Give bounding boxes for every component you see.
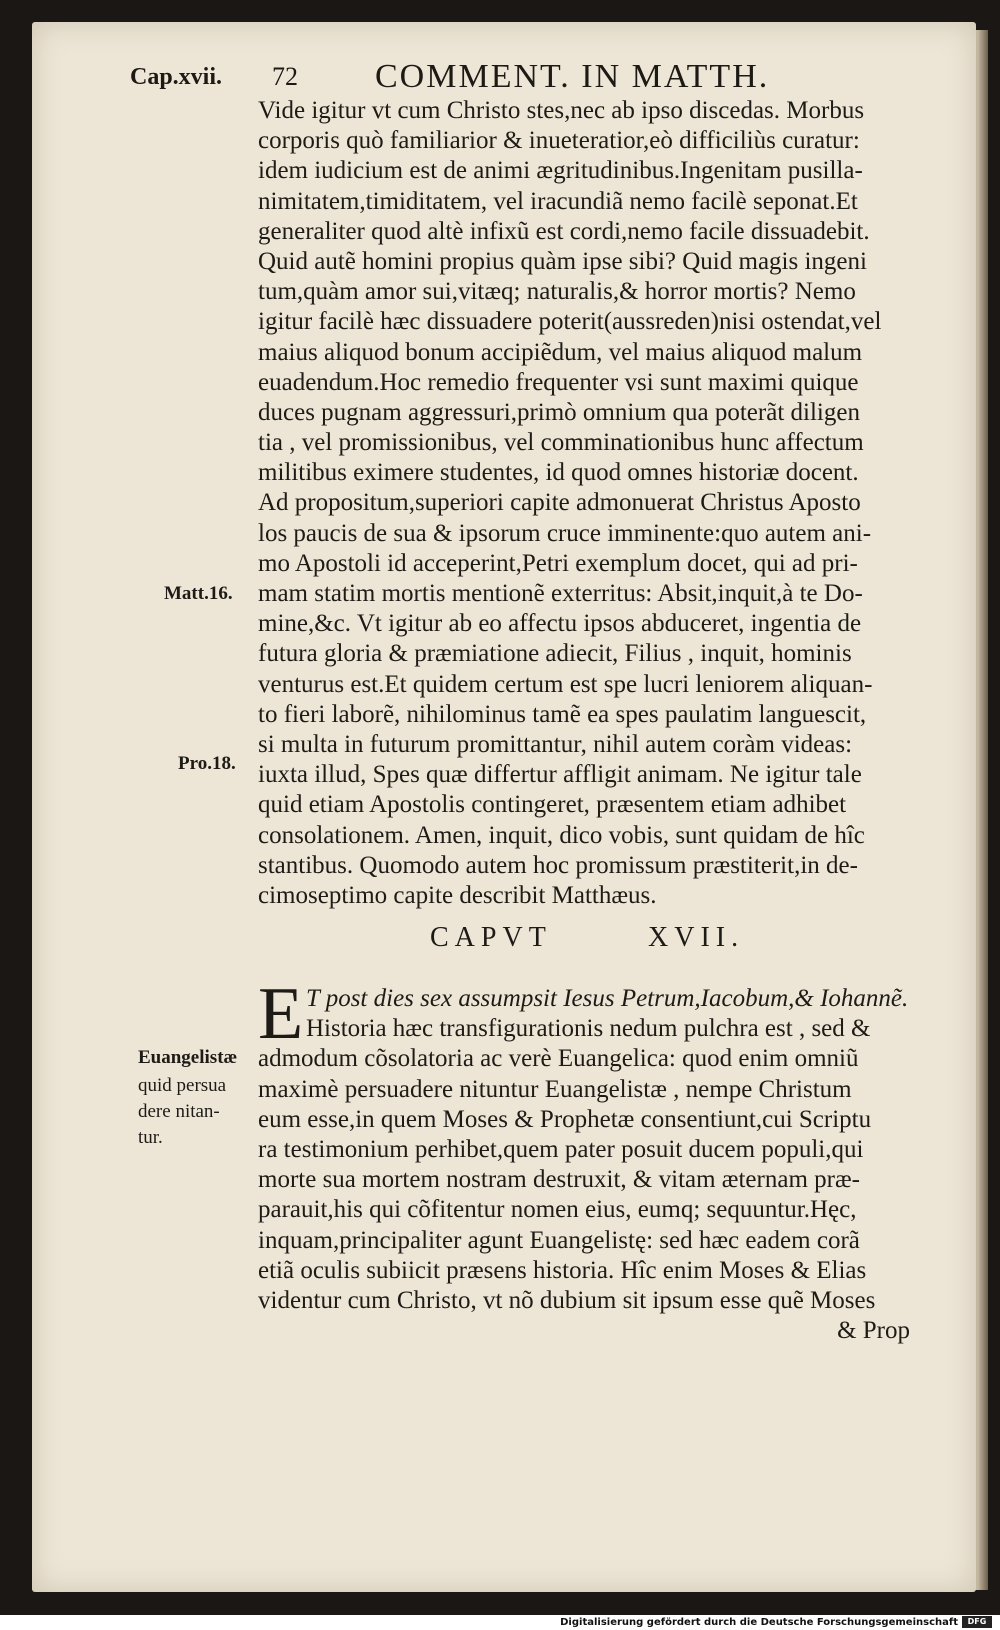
running-title: COMMENT. IN MATTH. bbox=[375, 58, 770, 95]
text-line: venturus est.Et quidem certum est spe lucri leniorem aliquan- bbox=[258, 670, 873, 698]
text-line: generaliter quod altè infixũ est cordi,nemo facile dissuadebit. bbox=[258, 217, 870, 245]
text-line: admodum cõsolatoria ac verè Euangelica: quod enim omniũ bbox=[258, 1045, 859, 1073]
text-line: etiã oculis subiicit præsens historia. Hîc enim Moses & Elias bbox=[258, 1256, 867, 1284]
text-line: mam statim mortis mentionẽ exterritus: Absit,inquit,à te Do- bbox=[258, 580, 863, 607]
text-line: consolationem. Amen, inquit, dico vobis, sunt quidam de hîc bbox=[258, 821, 865, 849]
chapter-heading bbox=[430, 922, 830, 962]
text-line: igitur facilè hæc dissuadere poterit(aussreden)nisi ostendat,vel bbox=[258, 308, 882, 336]
chapter-reference: Cap.xvii. bbox=[130, 64, 223, 90]
page-number: 72 bbox=[272, 62, 298, 91]
text-line: videntur cum Christo, vt nõ dubium sit ipsum esse quẽ Moses bbox=[258, 1286, 876, 1314]
funding-credit: Digitalisierung gefördert durch die Deutsche Forschungsgemeinschaft bbox=[560, 1617, 958, 1628]
text-line: maximè persuadere nituntur Euangelistæ , nempe Christum bbox=[258, 1075, 852, 1103]
text-line: Historia hæc transfigurationis nedum pulchra est , sed & bbox=[306, 1015, 871, 1043]
text-line: stantibus. Quomodo autem hoc promissum præstiterit,in de- bbox=[258, 851, 858, 879]
text-line: militibus eximere studentes, id quod omnes historiæ docent. bbox=[258, 459, 859, 487]
text-line: T post dies sex assumpsit Iesus Petrum,Iacobum,& Iohannẽ. bbox=[306, 985, 909, 1012]
text-line: si multa in futurum promittantur, nihil autem coràm videas: bbox=[258, 730, 853, 758]
margin-note-evangelists-2: quid persua bbox=[138, 1075, 227, 1096]
dfg-logo: DFG bbox=[962, 1616, 992, 1628]
text-line: maius aliquod bonum accipiẽdum, vel maius aliquod malum bbox=[258, 338, 863, 366]
margin-note-evangelists-4: tur. bbox=[138, 1127, 163, 1148]
text-line: ra testimonium perhibet,quem pater posuit ducem populi,qui bbox=[258, 1135, 864, 1163]
chapter-text bbox=[258, 973, 948, 1346]
text-line: Vide igitur vt cum Christo stes,nec ab ipso discedas. Morbus bbox=[258, 97, 865, 124]
text-line: Ad propositum,superiori capite admonuerat Christus Aposto bbox=[258, 489, 861, 517]
text-line: parauit,his qui cõfitentur nomen eius, eumq; sequuntur.Hęc, bbox=[258, 1196, 857, 1224]
text-line: to fieri laborẽ, nihilominus tamẽ ea spes paulatim languescit, bbox=[258, 700, 867, 728]
text-line: tia , vel promissionibus, vel comminationibus hunc affectum bbox=[258, 429, 864, 457]
text-line: iuxta illud, Spes quæ differtur affligit animam. Ne igitur tale bbox=[258, 761, 862, 789]
text-line: inquam,principaliter agunt Euangelistę: sed hæc eadem corã bbox=[258, 1226, 860, 1254]
text-line: eum esse,in quem Moses & Prophetæ consentiunt,cui Scriptu bbox=[258, 1105, 872, 1133]
text-line: nimitatem,timiditatem, vel iracundiã nemo facilè seponat.Et bbox=[258, 187, 858, 215]
margin-note-matthew: Matt.16. bbox=[164, 583, 233, 604]
text-line: cimoseptimo capite describit Matthæus. bbox=[258, 881, 657, 909]
text-line: mine,&c. Vt igitur ab eo affectu ipsos abduceret, ingentia de bbox=[258, 610, 862, 638]
margin-note-evangelists-1: Euangelistæ bbox=[138, 1047, 238, 1068]
text-line: morte sua mortem nostram destruxit, & vitam æternam præ- bbox=[258, 1166, 860, 1194]
running-head bbox=[130, 58, 930, 98]
text-line: euadendum.Hoc remedio frequenter vsi sunt maximi quique bbox=[258, 368, 859, 396]
text-line: los paucis de sua & ipsorum cruce imminente:quo autem ani- bbox=[258, 519, 872, 547]
commentary-text bbox=[258, 96, 948, 911]
text-line: Quid autẽ homini propius quàm ipse sibi? Quid magis ingeni bbox=[258, 247, 867, 275]
chapter-heading-word: CAPVT bbox=[430, 922, 552, 953]
text-line: mo Apostoli id acceperint,Petri exemplum docet, qui ad pri- bbox=[258, 549, 858, 577]
catchword: & Prop bbox=[837, 1317, 910, 1345]
text-line: duces pugnam aggressuri,primò omnium qua poterãt diligen bbox=[258, 398, 860, 426]
text-line: corporis quò familiarior & inueteratior,eò difficiliùs curatur: bbox=[258, 127, 860, 155]
margin-note-proverbs: Pro.18. bbox=[178, 753, 236, 774]
text-line: tum,quàm amor sui,vitæq; naturalis,& horror mortis? Nemo bbox=[258, 278, 856, 306]
drop-cap: E bbox=[258, 973, 304, 1055]
chapter-heading-number: XVII. bbox=[648, 922, 745, 953]
text-line: idem iudicium est de animi ægritudinibus.Ingenitam pusilla- bbox=[258, 157, 863, 185]
text-line: quid etiam Apostolis contingeret, præsentem etiam adhibet bbox=[258, 791, 847, 819]
text-line: futura gloria & præmiatione adiecit, Filius , inquit, hominis bbox=[258, 640, 852, 668]
margin-note-evangelists-3: dere nitan- bbox=[138, 1101, 220, 1122]
